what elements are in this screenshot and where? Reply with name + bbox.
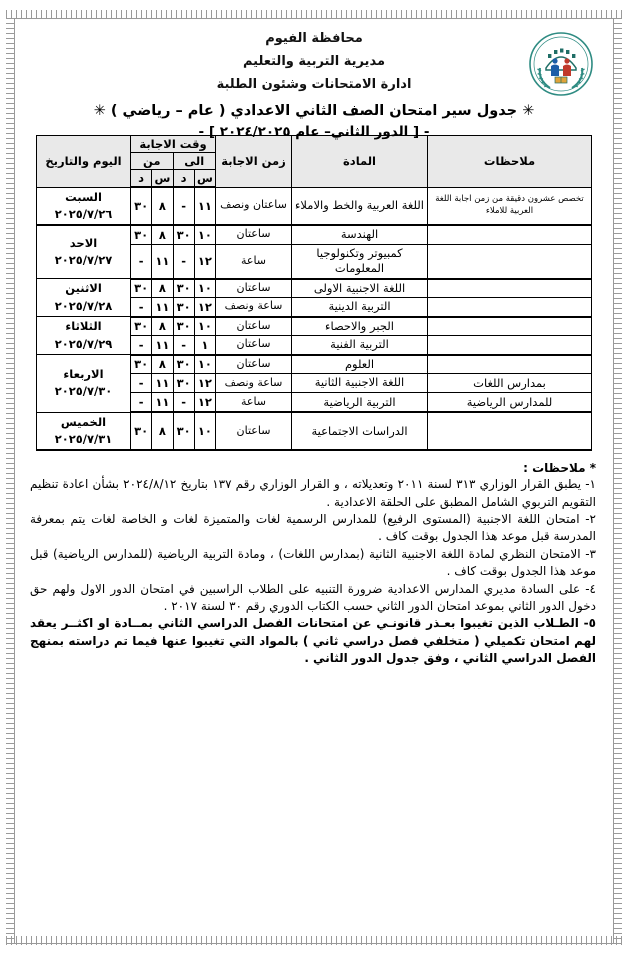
- frame-scallop-bottom: [6, 936, 622, 945]
- cell-to-minute: ٣٠: [173, 279, 194, 298]
- cell-from-hour: ١١: [152, 298, 173, 317]
- cell-from-minute: -: [131, 298, 152, 317]
- cell-from-minute: ٣٠: [131, 225, 152, 244]
- cell-duration: ساعة ونصف: [216, 298, 292, 317]
- document-content: [24, 26, 604, 936]
- footer-note-item: ٥- الطـلاب الذين تغيبوا بعـذر قانونـي عن امتحانات الفصل الدراسي الثاني بمــادة او اكثــر يعقد لهم امتحان تكميلي ( متخلفي فصل دراسي ثاني ) بالمواد التي تغيبوا عنها فيما تم دراسته بمنهج الفصل الدراسي الثاني ، وفق جدول الدور الثاني .: [30, 616, 596, 666]
- col-header-to: الى: [173, 153, 216, 170]
- organization-heading: [24, 26, 604, 96]
- cell-to-minute: ٣٠: [173, 374, 194, 393]
- cell-subject: التربية الدينية: [292, 298, 428, 317]
- org-line-governorate: محافظة الفيوم: [265, 31, 363, 46]
- cell-to-minute: ٣٠: [173, 355, 194, 374]
- day-date: ٢٠٢٥/٧/٢٦: [54, 206, 113, 221]
- cell-subject: الهندسة: [292, 225, 428, 244]
- cell-to-hour: ١٢: [194, 244, 215, 279]
- cell-to-hour: ١٠: [194, 317, 215, 336]
- col-header-from: من: [131, 153, 174, 170]
- day-date: ٢٠٢٥/٧/٣١: [54, 432, 113, 447]
- cell-to-hour: ١٠: [194, 225, 215, 244]
- cell-to-minute: ٣٠: [173, 225, 194, 244]
- col-header-from-hour: س: [152, 170, 173, 188]
- cell-subject: اللغة العربية والخط والاملاء: [292, 187, 428, 225]
- day-date: ٢٠٢٥/٧/٢٨: [54, 298, 113, 313]
- day-name: السبت: [65, 189, 102, 204]
- cell-notes: [428, 279, 592, 298]
- cell-day-date: [37, 187, 131, 225]
- cell-from-hour: ١١: [152, 244, 173, 279]
- cell-from-hour: ٨: [152, 187, 173, 225]
- cell-to-minute: ٣٠: [173, 317, 194, 336]
- footer-notes-list: [30, 476, 596, 667]
- cell-duration: ساعة ونصف: [216, 374, 292, 393]
- col-header-to-minute: د: [173, 170, 194, 188]
- day-name: الاثنين: [65, 281, 102, 296]
- cell-notes: [428, 336, 592, 355]
- cell-duration: ساعة: [216, 393, 292, 413]
- cell-from-hour: ٨: [152, 279, 173, 298]
- footer-notes: [30, 461, 596, 667]
- cell-subject: العلوم: [292, 355, 428, 374]
- col-header-day-date: اليوم والتاريخ: [37, 136, 131, 188]
- table-row: [37, 279, 592, 298]
- cell-day-date: [37, 412, 131, 450]
- table-row: [37, 187, 592, 225]
- frame-scallop-top: [6, 10, 622, 19]
- cell-duration: ساعتان: [216, 279, 292, 298]
- col-header-duration: زمن الاجابة: [216, 136, 292, 188]
- table-row: [37, 412, 592, 450]
- page-subtitle: - [ الدور الثاني– عام ٢٠٢٤/٢٠٢٥ ] -: [198, 124, 430, 141]
- table-body: [37, 187, 592, 450]
- cell-from-hour: ١١: [152, 393, 173, 413]
- table-row: [37, 317, 592, 336]
- cell-duration: ساعتان: [216, 317, 292, 336]
- cell-duration: ساعتان: [216, 412, 292, 450]
- cell-notes: تخصص عشرون دقيقة من زمن اجابة اللغة العربية للاملاء: [428, 187, 592, 225]
- cell-to-minute: -: [173, 393, 194, 413]
- footer-note-item: ١- يطبق القرار الوزاري ٣١٣ لسنة ٢٠١١ وتعديلاته ، و القرار الوزاري رقم ١٣٧ بتاريخ ٢٠٢٤/٨/١٢ بشأن اعادة تنظيم التقويم التربوي الشامل المطبق على الحلقة الاعدادية .: [30, 477, 596, 509]
- cell-from-hour: ٨: [152, 355, 173, 374]
- footer-note-item: ٤- على السادة مديري المدارس الاعدادية ضرورة التنبيه على الطلاب الراسبين في امتحان الدور الاول ولهم حق دخول الدور الثاني بموعد امتحان الدور الثاني حسب الكتاب الدوري رقم ٣٠ لسنة ٢٠١٧ .: [30, 581, 596, 614]
- cell-to-hour: ١٠: [194, 355, 215, 374]
- cell-to-hour: ١٠: [194, 412, 215, 450]
- cell-from-hour: ٨: [152, 317, 173, 336]
- cell-to-minute: -: [173, 187, 194, 225]
- day-date: ٢٠٢٥/٧/٢٩: [54, 336, 113, 351]
- frame-scallop-left: [6, 18, 15, 944]
- cell-duration: ساعتان: [216, 225, 292, 244]
- page-title: ✳ جدول سير امتحان الصف الثاني الاعدادي ( عام – رياضي ) ✳: [93, 103, 535, 120]
- cell-duration: ساعة: [216, 244, 292, 279]
- day-name: الاربعاء: [63, 367, 104, 382]
- cell-from-minute: ٣٠: [131, 355, 152, 374]
- frame-scallop-right: [613, 18, 622, 944]
- cell-to-hour: ١٢: [194, 393, 215, 413]
- cell-subject: الجبر والاحصاء: [292, 317, 428, 336]
- col-header-from-minute: د: [131, 170, 152, 188]
- cell-subject: اللغة الاجنبية الثانية: [292, 374, 428, 393]
- cell-duration: ساعتان ونصف: [216, 187, 292, 225]
- cell-from-minute: -: [131, 374, 152, 393]
- cell-duration: ساعتان: [216, 336, 292, 355]
- exam-schedule-table: [36, 135, 592, 451]
- cell-to-hour: ١٢: [194, 298, 215, 317]
- day-date: ٢٠٢٥/٧/٢٧: [54, 253, 113, 268]
- cell-subject: التربية الرياضية: [292, 393, 428, 413]
- col-header-subject: المادة: [292, 136, 428, 188]
- table-row: [37, 355, 592, 374]
- cell-from-minute: ٣٠: [131, 279, 152, 298]
- cell-subject: كمبيوتر وتكنولوجيا المعلومات: [292, 244, 428, 279]
- footer-note-item: ٢- امتحان اللغة الاجنبية (المستوى الرفيع) للمدارس الرسمية لغات والمتميزة لغات و الخاصة لغات يتم بمعرفة المدرسة قبل موعد هذا الجدول بوقت كاف .: [30, 512, 596, 544]
- col-header-answer-time: وقت الاجابة: [131, 136, 216, 153]
- col-header-notes: ملاحظات: [428, 136, 592, 188]
- day-name: الاحد: [69, 235, 98, 250]
- cell-notes: [428, 244, 592, 279]
- cell-duration: ساعتان: [216, 355, 292, 374]
- cell-from-hour: ٨: [152, 412, 173, 450]
- cell-to-minute: ٣٠: [173, 412, 194, 450]
- cell-subject: الدراسات الاجتماعية: [292, 412, 428, 450]
- cell-from-hour: ٨: [152, 225, 173, 244]
- cell-from-hour: ١١: [152, 374, 173, 393]
- cell-from-minute: -: [131, 244, 152, 279]
- cell-to-hour: ١١: [194, 187, 215, 225]
- cell-from-minute: ٣٠: [131, 317, 152, 336]
- footer-notes-title: * ملاحظات :: [523, 461, 596, 476]
- cell-from-minute: ٣٠: [131, 412, 152, 450]
- cell-to-hour: ١٠: [194, 279, 215, 298]
- cell-day-date: [37, 355, 131, 413]
- cell-notes: [428, 412, 592, 450]
- cell-notes: للمدارس الرياضية: [428, 393, 592, 413]
- cell-to-hour: ١٢: [194, 374, 215, 393]
- cell-day-date: [37, 317, 131, 355]
- cell-notes: بمدارس اللغات: [428, 374, 592, 393]
- cell-from-hour: ١١: [152, 336, 173, 355]
- cell-notes: [428, 355, 592, 374]
- cell-to-hour: ١: [194, 336, 215, 355]
- table-row: [37, 225, 592, 244]
- cell-from-minute: -: [131, 393, 152, 413]
- cell-from-minute: ٣٠: [131, 187, 152, 225]
- cell-notes: [428, 317, 592, 336]
- table-head: [37, 136, 592, 188]
- cell-subject: التربية الفنية: [292, 336, 428, 355]
- day-name: الثلاثاء: [65, 319, 102, 334]
- cell-subject: اللغة الاجنبية الاولى: [292, 279, 428, 298]
- fayoum-education-directorate-logo: [518, 28, 604, 100]
- cell-to-minute: ٣٠: [173, 298, 194, 317]
- document-header: [24, 26, 604, 141]
- org-line-directorate: مديرية التربية والتعليم: [242, 53, 386, 69]
- cell-to-minute: -: [173, 336, 194, 355]
- org-line-department: ادارة الامتحانات وشئون الطلبة: [216, 76, 412, 92]
- cell-day-date: [37, 225, 131, 279]
- day-date: ٢٠٢٥/٧/٣٠: [54, 384, 113, 399]
- cell-notes: [428, 225, 592, 244]
- day-name: الخميس: [60, 414, 107, 429]
- cell-to-minute: -: [173, 244, 194, 279]
- cell-notes: [428, 298, 592, 317]
- cell-from-minute: -: [131, 336, 152, 355]
- cell-day-date: [37, 279, 131, 317]
- col-header-to-hour: س: [194, 170, 215, 188]
- footer-note-item: ٣- الامتحان النظري لمادة اللغة الاجنبية الثانية (بمدارس اللغات) ، ومادة التربية الرياضية (للمدارس الرياضية) قبل موعد هذا الجدول بوقت كاف .: [30, 546, 596, 579]
